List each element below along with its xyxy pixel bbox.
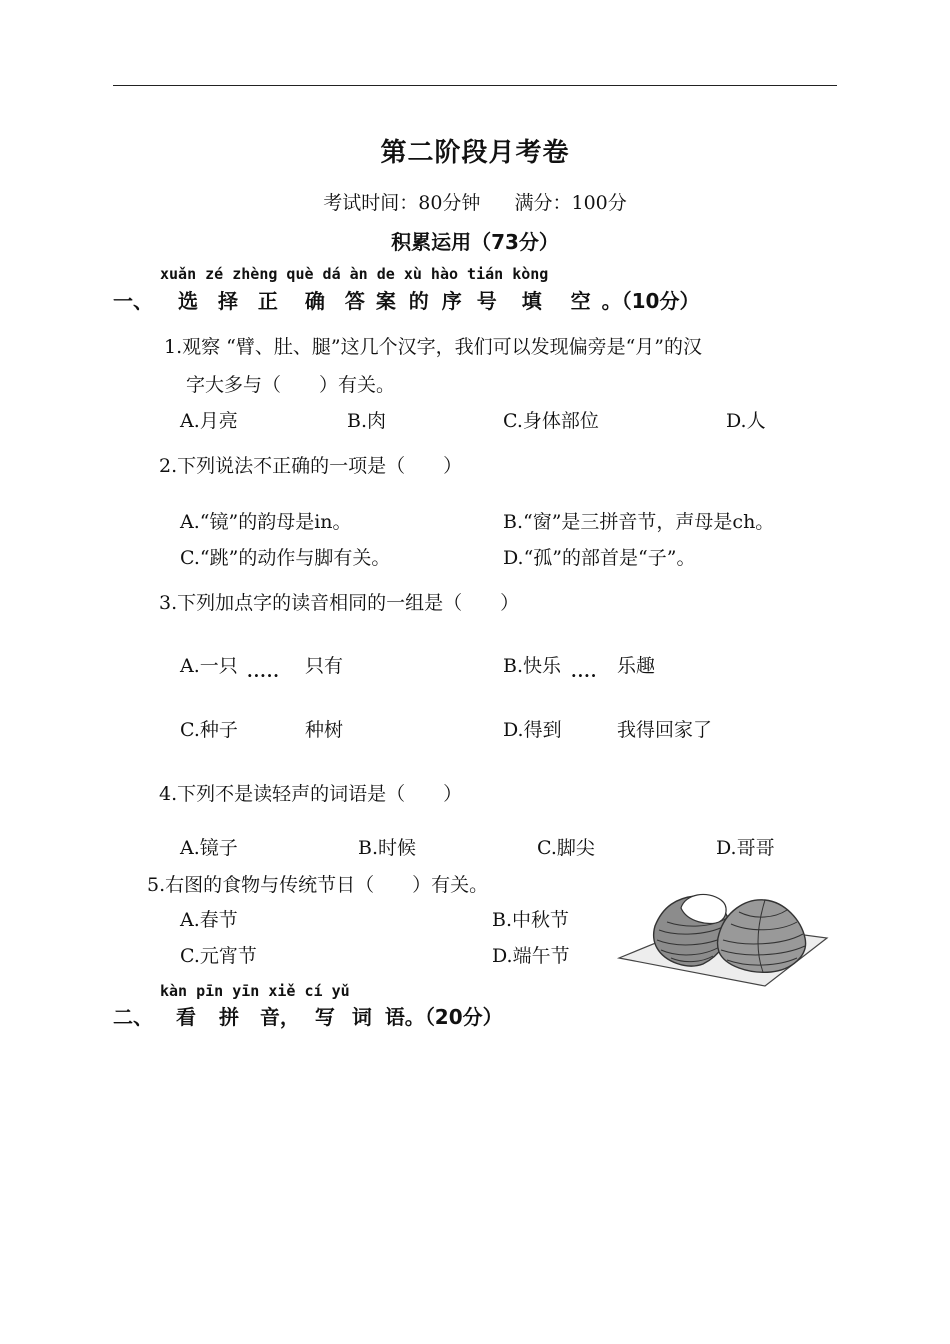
section-title: 积累运用（73分） <box>391 230 559 254</box>
q2-option-c: C.“跳”的动作与脚有关。 <box>180 547 391 569</box>
part1-word: 确 <box>304 289 325 313</box>
part1-word: 选 <box>177 289 198 313</box>
part2-points: （20分） <box>424 1005 503 1029</box>
part2-word: 写 <box>314 1005 335 1029</box>
exam-info <box>0 188 950 215</box>
q4-option-a: A.镜子 <box>180 837 238 859</box>
q5-option-d: D.端午节 <box>492 945 570 967</box>
top-rule <box>113 85 837 86</box>
q1-line1: 1.观察 “臂、肚、腿”这几个汉字，我们可以发现偏旁是“月”的汉 <box>164 336 703 358</box>
part1-word: 。 <box>601 289 622 313</box>
q3-option-a-second: 只有 <box>305 655 344 677</box>
part2-word: 看 <box>175 1005 196 1029</box>
q5-option-c: C.元宵节 <box>180 945 257 967</box>
q3-option-b-second: 乐趣 <box>617 655 656 677</box>
page-title: 第二阶段月考卷 <box>380 138 570 168</box>
part2-word: 语。 <box>384 1005 425 1029</box>
part1-word: 号 <box>476 289 497 313</box>
q3-option-a: A.一只 <box>180 655 238 677</box>
part1-word: 填 <box>521 289 542 313</box>
part1-word: 案 <box>375 289 396 313</box>
q3-option-d-second: 我得回家了 <box>617 719 713 741</box>
q3-option-d: D.得到 <box>503 719 562 741</box>
part1-points: （10分） <box>621 289 700 313</box>
q2-option-a: A.“镜”的韵母是in。 <box>180 511 352 533</box>
part1-heading <box>113 285 699 314</box>
q4-option-c: C.脚尖 <box>537 837 595 859</box>
q1-option-c: C.身体部位 <box>503 410 599 432</box>
part1-word: 答 <box>344 289 365 313</box>
part1-word: 择 <box>217 289 238 313</box>
q4-option-d: D.哥哥 <box>716 837 775 859</box>
zongzi-illustration <box>615 886 835 988</box>
q1-option-b: B.肉 <box>347 410 387 432</box>
part1-word: 空 <box>570 289 591 313</box>
emphasis-dots: ..... <box>247 662 280 681</box>
part1-pinyin: xuǎn zé zhèng què dá àn de xù hào tián kòng <box>160 265 549 283</box>
q1-option-d: D.人 <box>726 410 766 432</box>
q5-option-a: A.春节 <box>180 909 238 931</box>
part1-word: 正 <box>257 289 278 313</box>
zongzi-right <box>718 900 806 972</box>
q1-line2: 字大多与（ ）有关。 <box>186 374 396 396</box>
q2-stem: 2.下列说法不正确的一项是（ ） <box>159 455 463 477</box>
q3-stem: 3.下列加点字的读音相同的一组是（ ） <box>159 592 520 614</box>
part1-word: 的 <box>408 289 429 313</box>
part2-word: 拼 <box>218 1005 239 1029</box>
q3-option-b: B.快乐 <box>503 655 562 677</box>
q5-option-b: B.中秋节 <box>492 909 570 931</box>
q4-stem: 4.下列不是读轻声的词语是（ ） <box>159 783 463 805</box>
part2-heading <box>113 1001 503 1030</box>
part2-number: 二、 <box>113 1005 153 1029</box>
q2-option-b: B.“窗”是三拼音节，声母是ch。 <box>503 511 775 533</box>
part1-number: 一、 <box>113 289 153 313</box>
q5-stem: 5.右图的食物与传统节日（ ）有关。 <box>147 874 489 896</box>
part1-word: 序 <box>441 289 462 313</box>
part2-word: 音， <box>259 1005 300 1029</box>
emphasis-dots: .... <box>571 662 598 681</box>
exam-time: 考试时间：80分钟 <box>323 192 481 214</box>
part2-pinyin: kàn pīn yīn xiě cí yǔ <box>160 982 350 1000</box>
q3-option-c: C.种子 <box>180 719 238 741</box>
full-score: 满分：100分 <box>514 192 627 214</box>
q3-option-c-second: 种树 <box>305 719 344 741</box>
q4-option-b: B.时候 <box>358 837 417 859</box>
part2-word: 词 <box>351 1005 372 1029</box>
q2-option-d: D.“孤”的部首是“子”。 <box>503 547 696 569</box>
q1-option-a: A.月亮 <box>180 410 238 432</box>
